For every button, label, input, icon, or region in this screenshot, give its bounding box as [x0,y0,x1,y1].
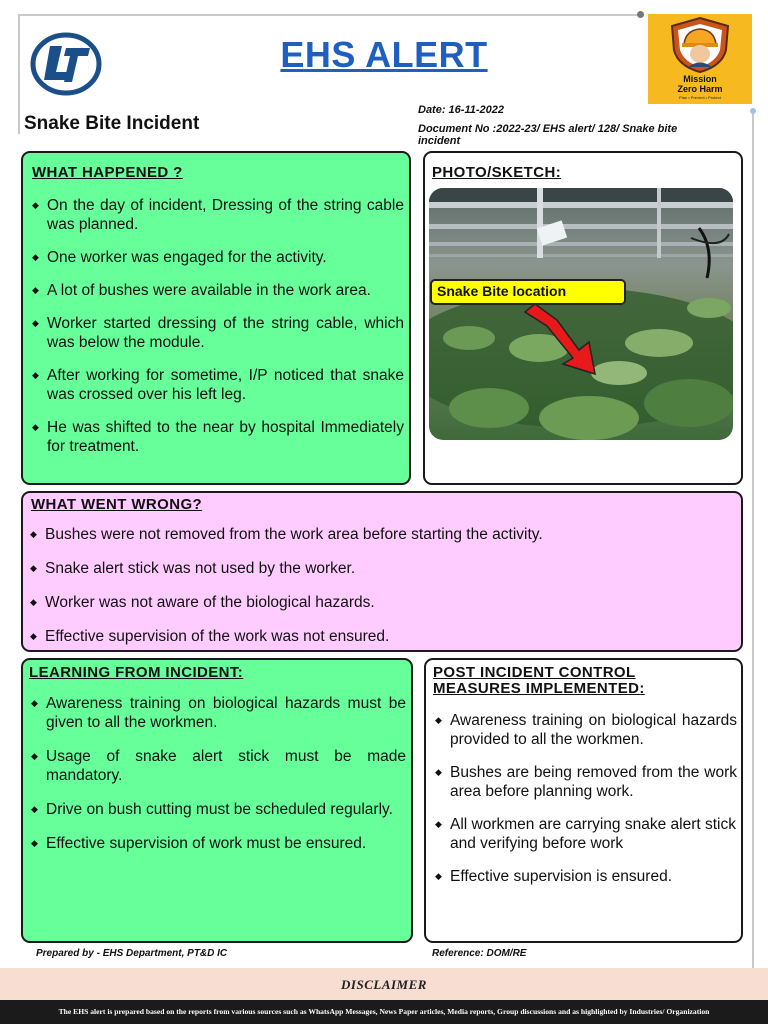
list-item: ◆ He was shifted to the near by hospital Immediately for treatment. [32,419,404,455]
learning-list [29,694,406,853]
document-number [418,123,677,147]
bullet-icon: ◆ [30,529,37,539]
bullet-icon: ◆ [30,563,37,573]
list-item: ◆ Effective supervision is ensured. [435,868,672,885]
list-item: ◆ Effective supervision of work must be ensured. [31,835,367,852]
bullet-icon: ◆ [32,422,39,432]
list-item: ◆ A lot of bushes were available in the work area. [32,282,371,299]
bullet-icon: ◆ [30,597,37,607]
list-item: ◆ One worker was engaged for the activity. [32,249,327,266]
right-rule-dot [750,108,756,114]
what-went-wrong-title: WHAT WENT WRONG? [31,496,203,513]
document-number-line1: Document No :2022-23/ EHS alert/ 128/ Snake bite [418,123,678,135]
list-item: ◆ All workmen are carrying snake alert stick and verifying before work [435,816,736,852]
rule-dot [637,11,644,18]
list-item: ◆ Drive on bush cutting must be scheduled regularly. [31,801,393,818]
list-item: ◆ On the day of incident, Dressing of the string cable was planned. [32,197,404,233]
what-went-wrong-list [28,525,728,646]
list-item: ◆ Worker started dressing of the string cable, which was below the module. [32,315,404,351]
post-incident-panel [424,658,743,943]
post-incident-title [433,665,645,697]
bullet-icon: ◆ [435,819,442,829]
bullet-icon: ◆ [32,370,39,380]
right-rule [752,110,754,990]
bullet-icon: ◆ [31,698,38,708]
learning-panel [21,658,413,943]
prepared-by: Prepared by - EHS Department, PT&D IC [36,948,228,959]
post-incident-list [433,711,737,886]
bullet-icon: ◆ [435,871,442,881]
list-item: ◆ Effective supervision of the work was not ensured. [30,628,390,645]
list-item: ◆ After working for sometime, I/P noticed that snake was crossed over his left leg. [32,367,404,403]
badge-line2: Zero Harm [677,84,723,94]
list-item: ◆ Awareness training on biological hazards must be given to all the workmen. [31,695,406,731]
what-happened-title: WHAT HAPPENED ? [32,164,183,181]
post-incident-title-line2: MEASURES IMPLEMENTED: [433,680,645,697]
list-item: ◆ Snake alert stick was not used by the worker. [30,560,356,577]
list-item: ◆ Worker was not aware of the biological hazards. [30,594,375,611]
bullet-icon: ◆ [435,767,442,777]
incident-title: Snake Bite Incident [24,113,200,134]
alert-date: Date: 16-11-2022 [418,104,505,116]
list-item: ◆ Bushes were not removed from the work area before starting the activity. [30,526,543,543]
badge-line1: Mission [683,74,717,84]
what-happened-list [30,196,404,456]
learning-title: LEARNING FROM INCIDENT: [29,664,244,681]
bullet-icon: ◆ [31,751,38,761]
bullet-icon: ◆ [31,838,38,848]
list-item: ◆ Awareness training on biological hazards provided to all the workmen. [435,712,737,748]
page-title: EHS ALERT [280,34,488,75]
snake-bite-location-callout: Snake Bite location [430,279,626,305]
bullet-icon: ◆ [435,715,442,725]
bullet-icon: ◆ [32,318,39,328]
worker-shield-icon [648,14,752,74]
disclaimer-title: DISCLAIMER [0,968,768,1000]
badge-tagline: Plan • Prevent • Protect [679,95,721,100]
post-incident-title-line1: POST INCIDENT CONTROL [433,664,636,681]
bullet-icon: ◆ [32,252,39,262]
disclaimer-text: The EHS alert is prepared based on the reports from various sources such as WhatsApp Messages, News Paper articles, Media reports, Group discussions and as highlighted by Industries/ Organization [0,1000,768,1024]
photo-title: PHOTO/SKETCH: [432,164,562,181]
bullet-icon: ◆ [32,200,39,210]
reference: Reference: DOM/RE [432,948,527,959]
what-happened-panel [21,151,411,485]
bullet-icon: ◆ [30,631,37,641]
document-number-line2: incident [418,135,461,147]
mission-zero-harm-badge [648,14,752,104]
list-item: ◆ Bushes are being removed from the work area before planning work. [435,764,737,800]
what-went-wrong-panel [21,491,743,652]
bullet-icon: ◆ [31,804,38,814]
list-item: ◆ Usage of snake alert stick must be made mandatory. [31,748,406,784]
top-rule [18,14,640,16]
bullet-icon: ◆ [32,285,39,295]
incident-photo [429,188,733,440]
